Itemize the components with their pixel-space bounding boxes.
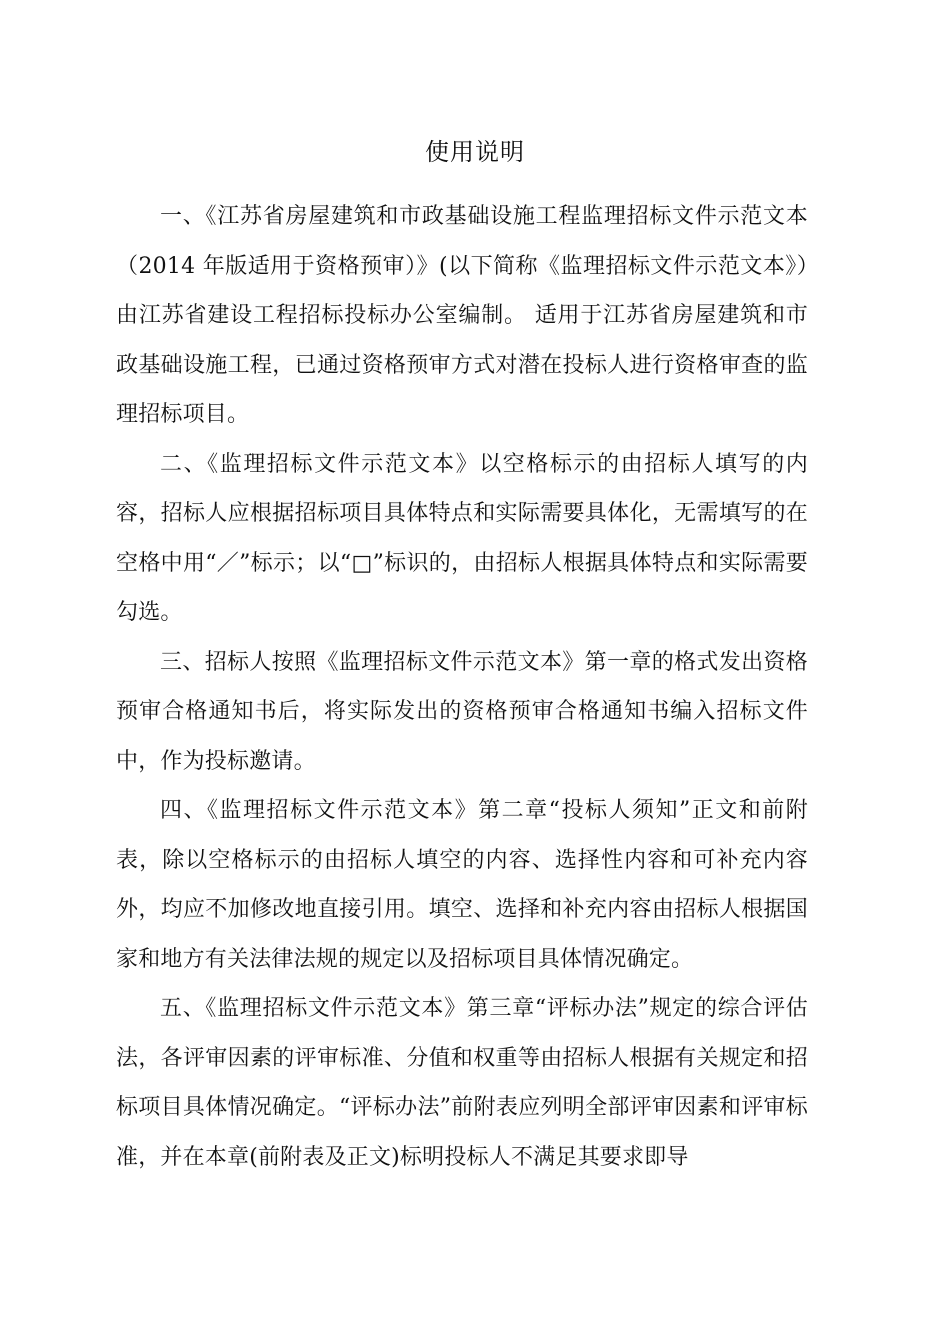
paragraph-2: 二、《监理招标文件示范文本》以空格标示的由招标人填写的内容，招标人应根据招标项目具体特点和实际需要具体化，无需填写的在空格中用“／”标示；以“□”标识的，由招标人根据具体特点和实际需要勾选。 bbox=[116, 451, 808, 625]
paragraph-5: 五、《监理招标文件示范文本》第三章“评标办法”规定的综合评估法，各评审因素的评审标准、分值和权重等由招标人根据有关规定和招标项目具体情况确定。“评标办法”前附表应列明全部评审因素和评审标准，并在本章(前附表及正文)标明投标人不满足其要求即导 bbox=[116, 996, 808, 1170]
page-title: 使用说明 bbox=[425, 138, 525, 166]
paragraph-1: 一、《江苏省房屋建筑和市政基础设施工程监理招标文件示范文本（2014 年版适用于资格预审）》(以下简称《监理招标文件示范文本》）由江苏省建设工程招标投标办公室编制。 适用于江苏省房屋建筑和市政基础设施工程，已通过资格预审方式对潜在投标人进行资格审查的监理招标项目。 bbox=[116, 204, 808, 427]
document-body bbox=[116, 192, 808, 1182]
paragraph-3: 三、招标人按照《监理招标文件示范文本》第一章的格式发出资格预审合格通知书后，将实际发出的资格预审合格通知书编入招标文件中，作为投标邀请。 bbox=[116, 649, 808, 774]
paragraph-4: 四、《监理招标文件示范文本》第二章“投标人须知”正文和前附表，除以空格标示的由招标人填空的内容、选择性内容和可补充内容外，均应不加修改地直接引用。填空、选择和补充内容由招标人根据国家和地方有关法律法规的规定以及招标项目具体情况确定。 bbox=[116, 798, 808, 972]
